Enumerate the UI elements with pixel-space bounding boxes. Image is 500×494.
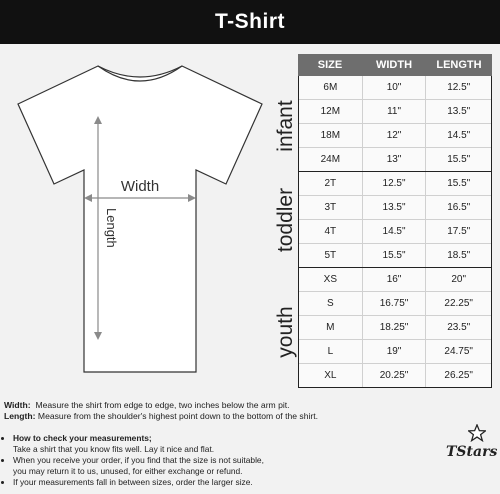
table-row [299,172,491,196]
size-cell: XL [324,370,337,381]
table-row [299,364,491,387]
tshirt-illustration [0,52,280,392]
length-cell: 26.25" [425,364,491,387]
width-cell: 12.5" [362,172,426,195]
length-cell: 15.5" [425,172,491,195]
width-cell: 11" [362,100,426,123]
length-cell: 23.5" [425,316,491,339]
tip-line: Take a shirt that you know fits well. Lay it nice and flat. [13,444,215,454]
table-header [298,54,492,76]
table-row [299,124,491,148]
tip-line: you may return it to us, unused, for either exchange or refund. [13,466,243,476]
width-cell: 13" [362,148,426,171]
width-cell: 15.5" [362,244,426,267]
table-row [299,196,491,220]
table-row [299,268,491,292]
length-cell: 24.75" [425,340,491,363]
tips-heading: How to check your measurements; [13,433,152,443]
size-cell: L [327,346,334,357]
table-row [299,316,491,340]
table-row [299,100,491,124]
length-cell: 18.5" [425,244,491,267]
length-cell: 13.5" [425,100,491,123]
size-cell: 4T [324,226,337,237]
length-cell: 15.5" [425,148,491,171]
measurement-tips [4,433,424,488]
width-note-text: Measure the shirt from edge to edge, two inches below the arm pit. [35,400,290,410]
width-label: Width [120,178,160,195]
width-cell: 12" [362,124,426,147]
size-cell: 12M [320,106,341,117]
length-label: Length [104,208,119,248]
tip-line: • If your measurements fall in between sizes, order the larger size. [13,477,424,488]
group-label-youth: youth [274,306,297,358]
length-cell: 14.5" [425,124,491,147]
group-toddler [298,172,492,268]
column-header-width: WIDTH [375,59,413,71]
table-row [299,340,491,364]
group-youth [298,268,492,388]
group-label-infant: infant [274,100,297,152]
table-row [299,244,491,267]
size-cell: S [327,298,334,309]
size-cell: 6M [323,82,338,93]
column-header-length: LENGTH [436,59,482,71]
width-cell: 16.75" [362,292,426,315]
table-row [299,148,491,171]
table-row [299,220,491,244]
width-cell: 19" [362,340,426,363]
page-title: T-Shirt [215,10,285,33]
length-cell: 17.5" [425,220,491,243]
size-cell: 18M [320,130,341,141]
measurement-notes [4,400,404,422]
size-cell: M [326,322,335,333]
length-note [4,411,404,422]
width-note [4,400,404,411]
length-cell: 16.5" [425,196,491,219]
width-cell: 14.5" [362,220,426,243]
length-note-key: Length: [4,411,36,421]
length-cell: 12.5" [425,76,491,99]
star-icon [468,424,486,442]
size-cell: 24M [320,154,341,165]
width-cell: 16" [362,268,426,291]
table-row [299,292,491,316]
size-cell: 2T [324,178,337,189]
size-cell: 5T [324,250,337,261]
brand-logo [446,424,498,474]
width-cell: 13.5" [362,196,426,219]
tip-line: • When you receive your order, if you find that the size is not suitable, [13,455,424,466]
group-label-toddler: toddler [274,187,297,253]
title-banner [0,0,500,44]
size-cell: XS [323,274,338,285]
logo-text: TStars [446,444,498,460]
length-note-text: Measure from the shoulder's highest point down to the bottom of the shirt. [37,411,319,421]
width-cell: 20.25" [362,364,426,387]
tips-heading-item [13,433,424,444]
width-note-key: Width: [4,400,31,410]
width-cell: 10" [362,76,426,99]
width-cell: 18.25" [362,316,426,339]
group-infant [298,76,492,172]
size-chart-table [298,54,492,388]
column-header-size: SIZE [317,59,343,71]
length-cell: 22.25" [425,292,491,315]
table-row [299,76,491,100]
size-cell: 3T [324,202,337,213]
length-cell: 20" [425,268,491,291]
